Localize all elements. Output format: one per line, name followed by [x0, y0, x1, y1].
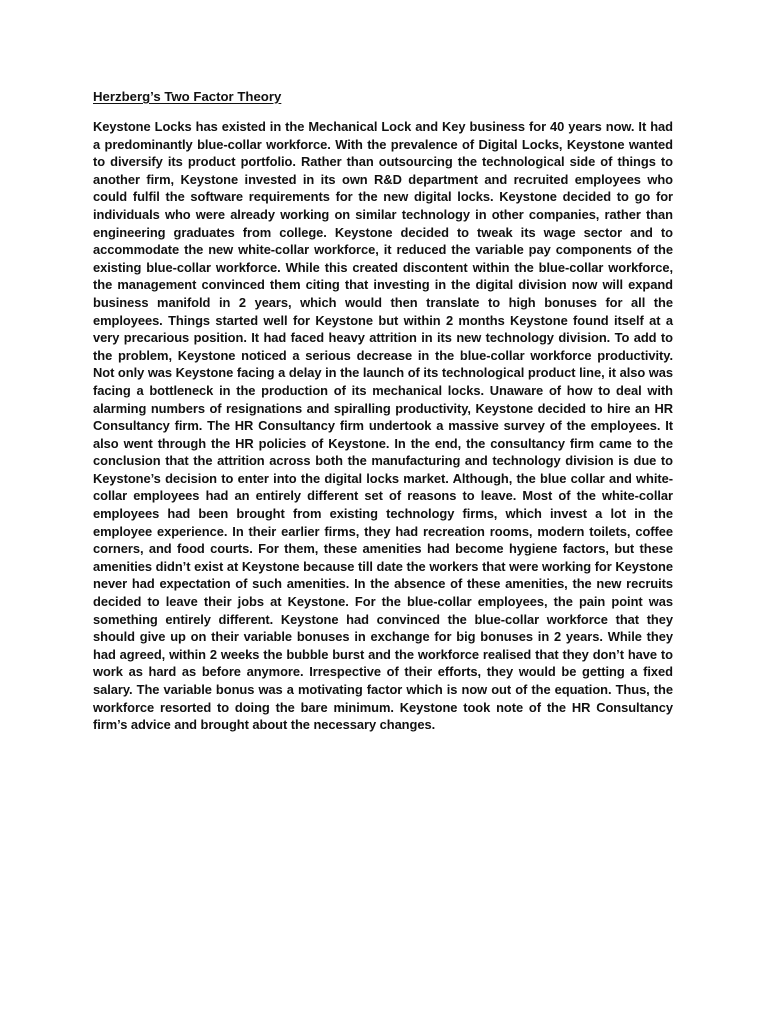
bold-term-motivating-factor: motivating factor	[297, 682, 403, 697]
paragraph-text-part-2: , but these amenities didn’t exist at Keystone because till date the workers that were working for Keystone never had expectation of such amenities. In the absence of these amenities, the new recruits decided to leave their jobs at Keystone. For the blue-collar employees, the pain point was something entirely different. Keystone had convinced the blue-collar workforce that they should give up on their variable bonuses in exchange for big bonuses in 2 years. While they had agreed, within 2 weeks the bubble burst and the workforce realised that they don’t have to work as hard as before anymore. Irrespective of their efforts, they would be getting a fixed salary. The variable bonus was a	[93, 541, 673, 697]
document-title: Herzberg’s Two Factor Theory	[93, 89, 282, 104]
paragraph-text-part-3: which is now out of the equation. Thus, the workforce resorted to doing the bare minimum. Keystone took note of the HR Consultancy firm’s advice and brought about the necessary changes.	[93, 682, 673, 733]
body-paragraph	[93, 118, 673, 734]
document-page	[93, 88, 673, 734]
paragraph-text-part-1: Keystone Locks has existed in the Mechanical Lock and Key business for 40 years now. It had a predominantly blue-collar workforce. With the prevalence of Digital Locks, Keystone wanted to diversify its product portfolio. Rather than outsourcing the technological side of things to another firm, Keystone invested in its own R&D department and recruited employees who could fulfil the software requirements for the new digital locks. Keystone decided to go for individuals who were already working on similar technology in other companies, rather than engineering graduates from college. Keystone decided to tweak its wage sector and to accommodate the new white-collar workforce, it reduced the variable pay components of the existing blue-collar workforce. While this created discontent within the blue-collar workforce, the management convinced them citing that investing in the digital division now will expand business manifold in 2 years, which would then translate to high bonuses for all the employees. Things started well for Keystone but within 2 months Keystone found itself at a very precarious position. It had faced heavy attrition in its new technology division. To add to the problem, Keystone noticed a serious decrease in the blue-collar workforce productivity. Not only was Keystone facing a delay in the launch of its technological product line, it also was facing a bottleneck in the production of its mechanical locks. Unaware of how to deal with alarming numbers of resignations and spiralling productivity, Keystone decided to hire an HR Consultancy firm. The HR Consultancy firm undertook a massive survey of the employees. It also went through the HR policies of Keystone. In the end, the consultancy firm came to the conclusion that the attrition across both the manufacturing and technology division is due to Keystone’s decision to enter into the digital locks market. Although, the blue collar and white-collar employees had an entirely different set of reasons to leave. Most of the white-collar employees had been brought from existing technology firms, which invest a lot in the employee experience. In their earlier firms, they had recreation rooms, modern toilets, coffee corners, and food courts. For them, these amenities had become	[93, 119, 673, 557]
bold-term-hygiene-factors: hygiene factors	[508, 541, 606, 557]
